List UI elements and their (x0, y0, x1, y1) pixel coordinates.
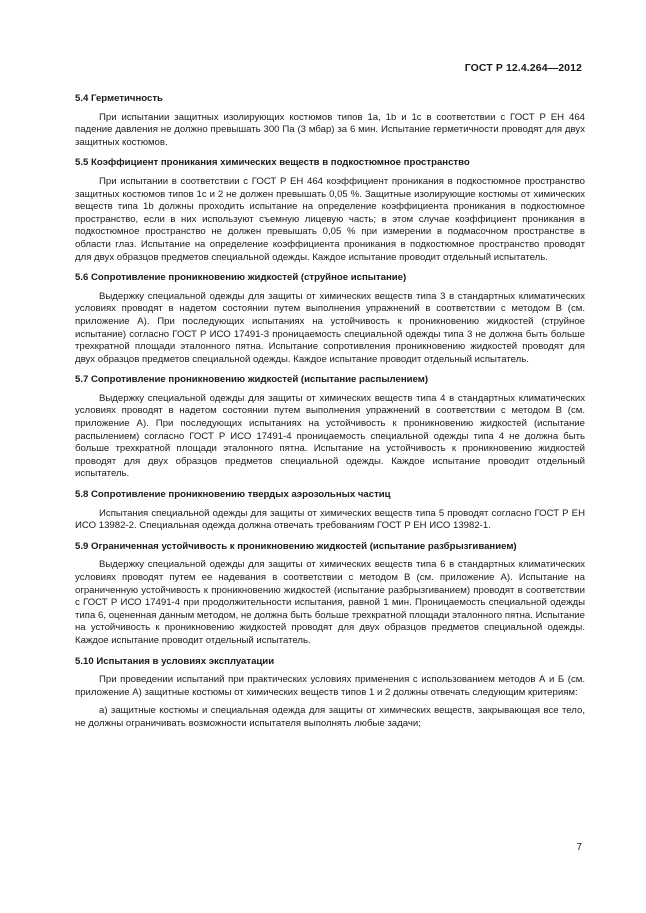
paragraph: Испытания специальной одежды для защиты от химических веществ типа 5 проводят согласно ГОСТ Р ЕН ИСО 13982-2. Специальная одежда должна отвечать требованиям ГОСТ Р ЕН ИСО 13982-1. (75, 507, 585, 532)
paragraph: Выдержку специальной одежды для защиты от химических веществ типа 6 в стандартных климатических условиях проводят путем ее надевания в соответствии с методом В (см. приложение А). Испытание на ограниченную устойчивость к проникновению жидкостей (испытание разбрызгиванием) проводят в соответствии с ГОСТ Р ИСО 17491-4 при продолжительности испытания, равной 1 мин. Проницаемость специальной одежды типа 6, оцененная данным методом, не должна быть больше трехкратной площади эталонного пятна. Испытание на устойчивость к проникновению жидкостей проводят для двух образцов предметов специальной одежды. Каждое испытание проводит отдельный испытатель. (75, 559, 585, 646)
paragraph: При испытании в соответствии с ГОСТ Р ЕН 464 коэффициент проникания в подкостюмное пространство защитных костюмов типов 1c и 2 не должен превышать 0,05 %. Защитные изолирующие костюмы от химических веществ типа 1b должны проходить испытание на определение коэффициента проникания в подкостюмное пространство, если в них используют съемную лицевую часть; в этом случае коэффициент проникания в подкостюмное пространство не должен превышать 0,05 % при измерении в подмасочном пространстве в области глаз. Испытание на определение коэффициента проникания в подкостюмное пространство проводят для двух образцов предметов специальной одежды. Каждое испытание проводит отдельный испытатель. (75, 175, 585, 263)
section-5-9 (75, 541, 585, 648)
section-5-5 (75, 157, 585, 264)
section-title: 5.5 Коэффициент проникания химических веществ в подкостюмное пространство (75, 157, 470, 169)
document-body (75, 93, 585, 739)
page-number: 7 (576, 842, 582, 853)
section-5-8 (75, 489, 585, 533)
section-5-10 (75, 656, 585, 731)
section-title: 5.9 Ограниченная устойчивость к проникновению жидкостей (испытание разбрызгиванием) (75, 540, 517, 552)
paragraph: Выдержку специальной одежды для защиты от химических веществ типа 3 в стандартных климатических условиях проводят в надетом состоянии путем выполнения упражнений в соответствии с методом В (см. приложение А). При последующих испытаниях на устойчивость к проникновению жидкостей (струйное испытание) согласно ГОСТ Р ИСО 17491-3 проницаемость специальной одежды типа 3 не должна быть больше трехкратной площади эталонного пятна. Испытание сопротивления проникновению жидкостей проводят для двух образцов предметов специальной одежды. Каждое испытание проводит отдельный испытатель. (75, 290, 585, 365)
paragraph: а) защитные костюмы и специальная одежда для защиты от химических веществ, закрывающая все тело, не должны ограничивать возможности испытателя выполнять любые задачи; (75, 705, 585, 729)
section-5-4 (75, 93, 585, 149)
paragraph: Выдержку специальной одежды для защиты от химических веществ типа 4 в стандартных климатических условиях проводят в надетом состоянии путем выполнения упражнений в соответствии с методом В (см. приложение А). При последующих испытаниях на устойчивость к проникновению жидкостей (испытание распылением) согласно ГОСТ Р ИСО 17491-4 проницаемость специальной одежды типа 4 не должна быть больше трехкратной площади эталонного пятна. Испытание на устойчивость к проникновению жидкостей проводят для двух образцов предметов специальной одежды. Каждое испытание проводит отдельный испытатель. (75, 392, 585, 480)
section-5-6 (75, 272, 585, 366)
section-title: 5.7 Сопротивление проникновению жидкостей (испытание распылением) (75, 374, 429, 386)
section-title: 5.6 Сопротивление проникновению жидкостей (струйное испытание) (75, 272, 407, 284)
section-5-7 (75, 374, 585, 481)
paragraph: При испытании защитных изолирующих костюмов типов 1a, 1b и 1c в соответствии с ГОСТ Р ЕН 464 падение давления не должно превышать 300 Па (3 мбар) за 6 мин. Испытание герметичности проводят для двух защитных костюмов. (75, 111, 585, 148)
paragraph: При проведении испытаний при практических условиях применения с использованием методов А и Б (см. приложение А) защитные костюмы от химических веществ типов 1 и 2 должны отвечать следующим критериям: (75, 674, 585, 698)
document-code: ГОСТ Р 12.4.264—2012 (464, 62, 582, 74)
section-title: 5.4 Герметичность (75, 93, 163, 104)
section-title: 5.10 Испытания в условиях эксплуатации (75, 655, 275, 667)
section-title: 5.8 Сопротивление проникновению твердых аэрозольных частиц (75, 489, 391, 501)
